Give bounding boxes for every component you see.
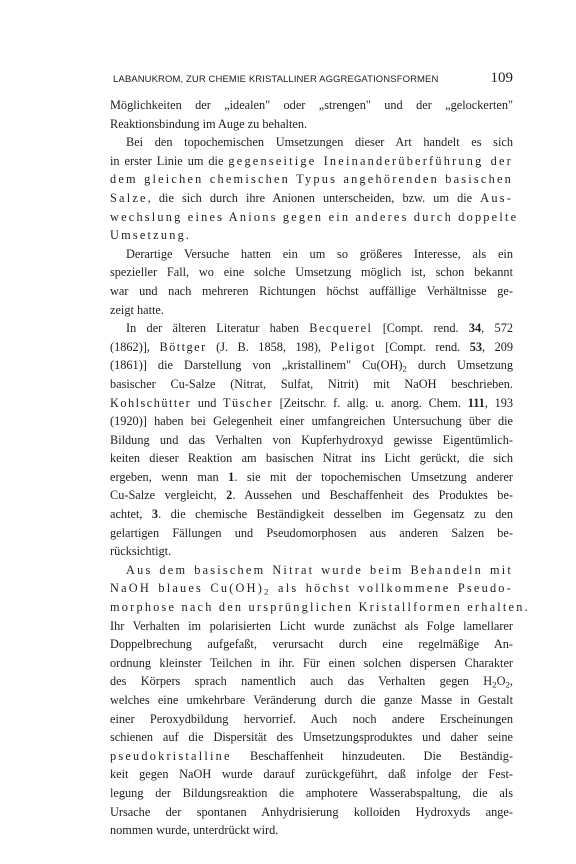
text-line: Möglichkeiten der „idealen" oder „strengen" und der „gelockerten"	[110, 98, 513, 112]
text-line: ordnung kleinster Teilchen in ihr. Für einen solchen dispersen Charakter	[110, 655, 513, 670]
spaced-emphasis-line: NaOH blaues $Cu(OH)_2$ als höchst vollkommene Pseudo-	[110, 581, 513, 598]
paragraph-start: Derartige Versuche hatten ein um so größeres Interesse, als ein	[126, 246, 513, 261]
text-line: Ihr Verhalten im polarisierten Licht wurde zunächst als Folge lamellarer	[110, 618, 513, 633]
text-line: schienen auf die Dispersität des Umsetzungsproduktes und daher seine	[110, 730, 513, 745]
text-line: in erster Linie um die gegenseitige Ineinanderüberführung der	[110, 153, 513, 168]
text-line: Bildung und das Verhalten von Kupferhydroxyd gewisse Eigentümlich-	[110, 432, 513, 447]
text-line: (1861)] die Darstellung von „kristallinem" $Cu(OH)_2$ durch Umsetzung	[110, 358, 514, 374]
text-line: war und nach mehreren Richtungen höchst auffällige Verhältnisse ge-	[110, 283, 513, 298]
author-name: Kohlschütter	[110, 395, 192, 410]
text-line: welches eine umkehrbare Veränderung durch die ganze Masse in Gestalt	[110, 693, 513, 707]
spaced-emphasis: pseudokristalline	[110, 748, 232, 763]
spaced-emphasis: Salze	[110, 190, 148, 205]
text-line: gelartigen Fällungen und Pseudomorphosen aus anderen Salzen be-	[110, 525, 513, 540]
text-line: nommen wurde, unterdrückt wird.	[110, 823, 279, 838]
text-line: Reaktionsbindung im Auge zu behalten.	[110, 116, 308, 131]
author-name: Becquerel	[309, 321, 373, 336]
text-line: Salze, die sich durch ihre Anionen unterscheiden, bzw. um die Aus-	[110, 190, 513, 205]
text-line: einer Peroxydbildung hervorrief. Auch noch andere Erscheinungen	[110, 711, 513, 726]
volume-number: 34	[468, 321, 482, 336]
text-line: des Körpers sprach namentlich auch das Verhalten gegen $H_2O_2$,	[110, 674, 513, 691]
running-title: LABANUKROM, ZUR CHEMIE KRISTALLINER AGGREGATIONSFORMEN	[113, 74, 439, 85]
text-line: basischer Cu-Salze (Nitrat, Sulfat, Nitrit) mit NaOH beschrieben.	[110, 376, 513, 391]
text-line: Cu-Salze vergleicht, 2. Aussehen und Beschaffenheit des Produktes be-	[110, 488, 513, 503]
text-line: keit gegen NaOH wurde darauf zurückgeführt, daß infolge der Fest-	[110, 767, 513, 782]
text-line: keiten dieser Reaktion am basischen Nitrat ins Licht gerückt, die sich	[110, 451, 513, 466]
spaced-emphasis-line: wechslung eines Anions gegen ein anderes durch doppelte	[110, 209, 519, 224]
paragraph-start: Bei den topochemischen Umsetzungen dieser Art handelt es sich	[126, 135, 513, 150]
text-line: Kohlschütter und Tüscher [Zeitschr. f. allg. u. anorg. Chem. 111, 193	[110, 395, 514, 410]
text-line: rücksichtigt.	[110, 544, 172, 559]
spaced-emphasis-line: Umsetzung.	[110, 228, 192, 243]
text-line: Ursache der spontanen Anhydrisierung kolloiden Hydroxyds ange-	[110, 804, 513, 819]
text-line: pseudokristalline Beschaffenheit hinzudeuten. Die Beständig-	[110, 748, 513, 763]
text-line: (1862)], Böttger (J. B. 1858, 198), Peligot [Compt. rend. 53, 209	[110, 339, 514, 354]
text-line: (1920)] haben bei Gelegenheit einer umfangreichen Untersuchung über die	[110, 414, 513, 429]
text-line: achtet, 3. die chemische Beständigkeit desselben im Gegensatz zu den	[110, 507, 513, 522]
text-line: zeigt hatte.	[110, 302, 164, 317]
running-header	[113, 70, 513, 90]
text-line: legung der Bildungsreaktion die amphotere Wasserabspaltung, die als	[110, 785, 513, 800]
body-text	[110, 96, 530, 840]
text-line: ergeben, wenn man 1. sie mit der topochemischen Umsetzung anderer	[110, 469, 513, 484]
volume-number: 111	[467, 395, 485, 410]
text-line: Doppelbrechung aufgefaßt, verursacht durch eine regelmäßige An-	[110, 637, 513, 652]
text-line: spezieller Fall, wo eine solche Umsetzung möglich ist, schon bekannt	[110, 265, 513, 280]
paragraph-start: Aus dem basischem Nitrat wurde beim Behandeln mit	[126, 562, 513, 577]
author-name: Peligot	[330, 339, 376, 354]
page-number: 109	[490, 70, 513, 86]
spaced-emphasis: gegenseitige Ineinanderüberführung der	[228, 153, 513, 168]
paragraph-start: In der älteren Literatur haben Becquerel [Compt. rend. 34, 572	[126, 321, 513, 336]
spaced-emphasis: Aus-	[480, 190, 513, 205]
author-name: Tüscher	[223, 395, 273, 410]
spaced-emphasis-line: dem gleichen chemischen Typus angehörenden basischen	[110, 172, 513, 187]
author-name: Böttger	[159, 339, 207, 354]
volume-number: 53	[469, 339, 483, 354]
spaced-emphasis-line: morphose nach den ursprünglichen Kristallformen erhalten.	[110, 600, 530, 615]
